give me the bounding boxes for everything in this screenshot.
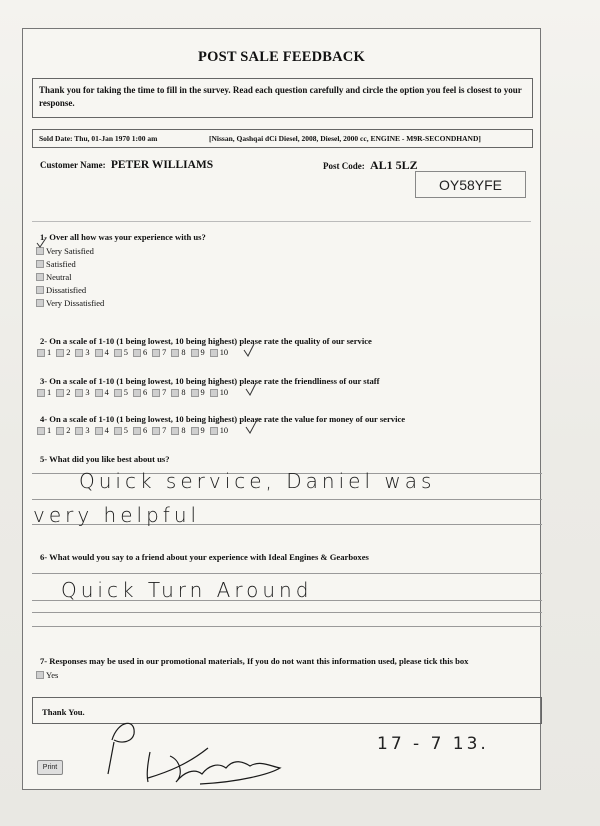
- checkbox[interactable]: [210, 389, 218, 397]
- scale-option[interactable]: [114, 348, 128, 357]
- scale-option[interactable]: [210, 348, 228, 357]
- q1-option[interactable]: [36, 296, 104, 309]
- scale-option[interactable]: [152, 348, 166, 357]
- checkbox[interactable]: [152, 389, 160, 397]
- scale-label: 10: [219, 388, 229, 397]
- scale-label: 1: [47, 348, 52, 357]
- checkbox[interactable]: [37, 349, 45, 357]
- q1-option[interactable]: [36, 283, 104, 296]
- checkbox[interactable]: [171, 349, 179, 357]
- print-button[interactable]: Print: [37, 760, 63, 775]
- scale-label: 5: [123, 388, 128, 397]
- scale-label: 9: [200, 426, 205, 435]
- scale-option[interactable]: [210, 388, 228, 397]
- thank-you-box: Thank You.: [32, 697, 542, 724]
- question-4: 4- On a scale of 1-10 (1 being lowest, 10 being highest) please rate the value for money of our service: [40, 414, 406, 424]
- postcode-value: AL1 5LZ: [370, 158, 418, 172]
- answer-line: [32, 499, 542, 500]
- scale-option[interactable]: [171, 426, 185, 435]
- vehicle-details: [Nissan, Qashqai dCi Diesel, 2008, Diesel, 2000 cc, ENGINE - M9R-SECONDHAND]: [209, 134, 481, 143]
- scale-option[interactable]: [37, 388, 51, 397]
- question-7: 7- Responses may be used in our promotional materials, If you do not want this information used, please tick this box: [40, 656, 469, 666]
- scale-label: 10: [219, 426, 229, 435]
- scale-label: 4: [104, 348, 109, 357]
- q7-option-yes[interactable]: [36, 668, 58, 681]
- scale-option[interactable]: [37, 348, 51, 357]
- q1-option[interactable]: [36, 257, 104, 270]
- question-6: 6- What would you say to a friend about your experience with Ideal Engines & Gearboxes: [40, 552, 369, 562]
- form-title: POST SALE FEEDBACK: [198, 49, 365, 65]
- checkbox[interactable]: [133, 349, 141, 357]
- checkbox[interactable]: [95, 389, 103, 397]
- checkbox[interactable]: [37, 389, 45, 397]
- answer-line: [32, 612, 542, 613]
- checkbox[interactable]: [75, 427, 83, 435]
- customer-name-field: [40, 159, 213, 171]
- checkbox[interactable]: [75, 389, 83, 397]
- scale-label: 8: [181, 426, 186, 435]
- checkbox[interactable]: [114, 427, 122, 435]
- scale-option[interactable]: [191, 388, 205, 397]
- scale-label: 7: [162, 348, 167, 357]
- scale-label: 3: [85, 348, 90, 357]
- checkbox[interactable]: [171, 389, 179, 397]
- q7-options: [36, 668, 58, 681]
- scale-option[interactable]: [95, 348, 109, 357]
- scale-label: 2: [66, 426, 71, 435]
- scale-label: 2: [66, 388, 71, 397]
- q1-option[interactable]: [36, 270, 104, 283]
- checkbox[interactable]: [36, 273, 44, 281]
- sold-date-label: Sold Date:: [39, 134, 73, 143]
- q6-handwritten-answer: Quick Turn Around: [61, 578, 313, 602]
- scale-label: 4: [104, 388, 109, 397]
- checkbox[interactable]: [114, 349, 122, 357]
- scale-option[interactable]: [171, 388, 185, 397]
- scale-label: 6: [142, 348, 148, 357]
- checkbox[interactable]: [171, 427, 179, 435]
- scale-label: 3: [85, 388, 90, 397]
- scale-label: 3: [85, 426, 90, 435]
- option-label: Satisfied: [46, 258, 76, 269]
- scale-label: 7: [162, 426, 167, 435]
- scale-option[interactable]: [152, 388, 166, 397]
- scale-option[interactable]: [56, 388, 70, 397]
- option-label: Neutral: [46, 271, 72, 282]
- scale-option[interactable]: [133, 426, 147, 435]
- scale-option[interactable]: [210, 426, 228, 435]
- registration-box: OY58YFE: [415, 171, 526, 198]
- intro-text: Thank you for taking the time to fill in the survey. Read each question carefully and circle the option you feel is closest to your response.: [32, 78, 533, 118]
- postcode-field: [323, 158, 418, 173]
- checkbox[interactable]: [36, 671, 44, 679]
- scale-label: 8: [181, 348, 186, 357]
- scale-option[interactable]: [133, 348, 147, 357]
- customer-name-value: PETER WILLIAMS: [110, 159, 214, 171]
- checkbox[interactable]: [36, 286, 44, 294]
- scale-label: 10: [219, 348, 229, 357]
- sold-date-value: Thu, 01-Jan 1970 1:00 am: [74, 134, 158, 143]
- checkbox[interactable]: [210, 349, 218, 357]
- scale-label: 8: [181, 388, 186, 397]
- scale-option[interactable]: [75, 348, 89, 357]
- checkbox[interactable]: [56, 389, 64, 397]
- q1-options: [36, 244, 104, 309]
- option-label: Very Satisfied: [46, 245, 94, 256]
- checkbox[interactable]: [133, 427, 141, 435]
- scale-option[interactable]: [75, 388, 89, 397]
- q4-scale: [37, 426, 233, 435]
- handwritten-date: 17 - 7 13.: [377, 734, 489, 754]
- scale-option[interactable]: [114, 426, 128, 435]
- postcode-label: Post Code:: [323, 161, 365, 171]
- checkbox[interactable]: [36, 247, 44, 255]
- q5-handwritten-answer-2: very helpful: [33, 503, 201, 527]
- q1-option[interactable]: [36, 244, 104, 257]
- q5-handwritten-answer-1: Quick service, Daniel was: [79, 469, 436, 493]
- scale-option[interactable]: [95, 388, 109, 397]
- checkbox[interactable]: [152, 427, 160, 435]
- answer-line: [32, 573, 542, 574]
- checkbox[interactable]: [56, 427, 64, 435]
- feedback-form: [22, 28, 541, 790]
- checkbox[interactable]: [56, 349, 64, 357]
- scale-option[interactable]: [191, 348, 205, 357]
- checkbox[interactable]: [210, 427, 218, 435]
- checkbox[interactable]: [191, 427, 199, 435]
- option-label: Very Dissatisfied: [46, 297, 105, 308]
- scale-label: 1: [47, 426, 52, 435]
- answer-line: [32, 626, 542, 627]
- scale-option[interactable]: [152, 426, 166, 435]
- scale-option[interactable]: [95, 426, 109, 435]
- checkbox[interactable]: [114, 389, 122, 397]
- checkbox[interactable]: [191, 389, 199, 397]
- checkbox[interactable]: [95, 427, 103, 435]
- question-2: 2- On a scale of 1-10 (1 being lowest, 10 being highest) please rate the quality of our service: [40, 336, 372, 346]
- question-5: 5- What did you like best about us?: [40, 454, 170, 464]
- divider: [32, 221, 531, 222]
- scale-label: 1: [47, 388, 52, 397]
- checkbox[interactable]: [191, 349, 199, 357]
- scale-label: 2: [66, 348, 71, 357]
- scale-option[interactable]: [191, 426, 205, 435]
- checkbox[interactable]: [36, 299, 44, 307]
- q2-scale: [37, 348, 233, 357]
- scale-option[interactable]: [56, 426, 70, 435]
- checkbox[interactable]: [37, 427, 45, 435]
- question-1: 1- Over all how was your experience with us?: [40, 232, 206, 242]
- scale-option[interactable]: [37, 426, 51, 435]
- scale-option[interactable]: [114, 388, 128, 397]
- sale-details: [32, 129, 533, 148]
- option-label: Yes: [46, 669, 59, 680]
- scale-option[interactable]: [75, 426, 89, 435]
- checkbox[interactable]: [152, 349, 160, 357]
- checkbox[interactable]: [133, 389, 141, 397]
- scale-option[interactable]: [133, 388, 147, 397]
- scale-label: 6: [142, 426, 148, 435]
- scale-option[interactable]: [56, 348, 70, 357]
- checkbox[interactable]: [95, 349, 103, 357]
- scale-label: 5: [123, 426, 128, 435]
- scale-label: 7: [162, 388, 167, 397]
- checkbox[interactable]: [75, 349, 83, 357]
- scale-label: 4: [104, 426, 109, 435]
- option-label: Dissatisfied: [46, 284, 87, 295]
- scale-label: 9: [200, 388, 205, 397]
- checkbox[interactable]: [36, 260, 44, 268]
- question-3: 3- On a scale of 1-10 (1 being lowest, 10 being highest) please rate the friendliness of our staff: [40, 376, 380, 386]
- scale-label: 9: [200, 348, 205, 357]
- scale-label: 6: [142, 388, 148, 397]
- customer-name-label: Customer Name:: [40, 160, 106, 170]
- q3-scale: [37, 388, 233, 397]
- scale-label: 5: [123, 348, 128, 357]
- scale-option[interactable]: [171, 348, 185, 357]
